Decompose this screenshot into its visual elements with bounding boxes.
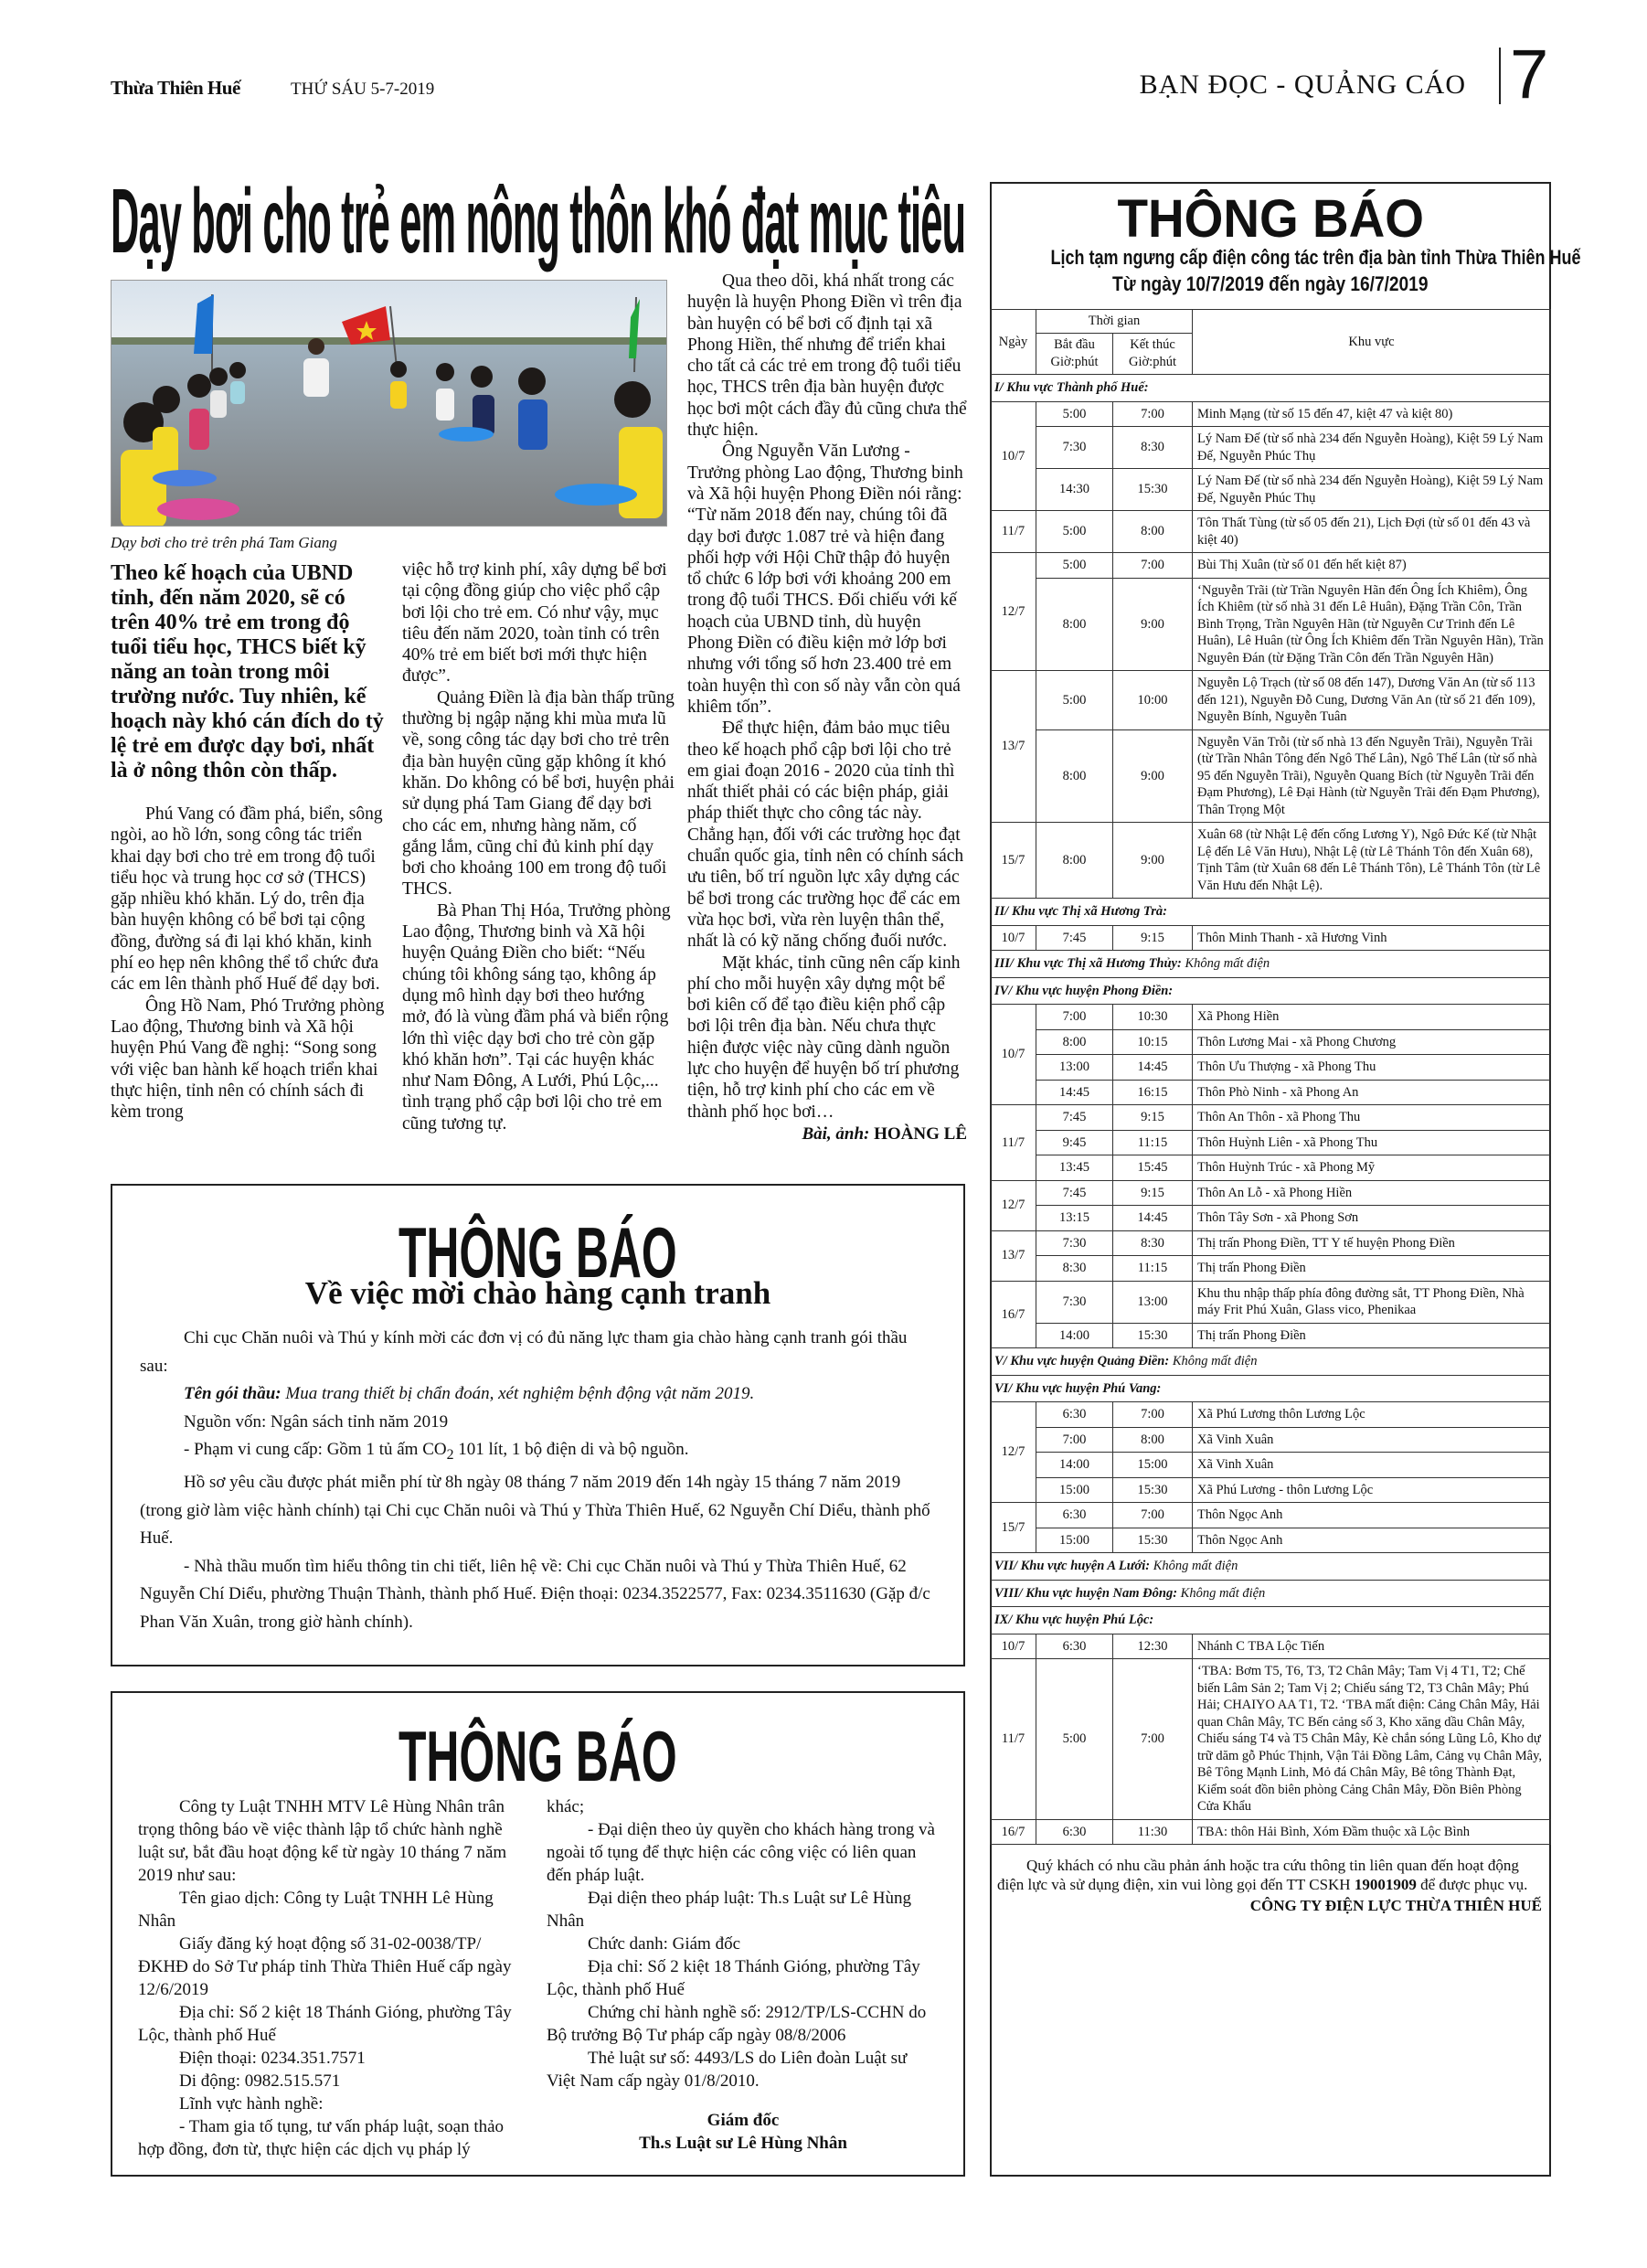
section-row: [991, 977, 1551, 1005]
power-subtitle: Lịch tạm ngưng cấp điện công tác trên địa bàn tỉnh Thừa Thiên Huế: [1050, 246, 1581, 269]
outage-area: Thôn An Thôn - xã Phong Thu: [1193, 1105, 1551, 1131]
schedule-row: [991, 1503, 1551, 1528]
outage-end-time: 8:00: [1113, 1427, 1193, 1453]
power-schedule-table-wrap: [990, 309, 1551, 1915]
article-headline: Dạy bơi cho trẻ em nông thôn khó đạt mục tiêu: [111, 170, 966, 272]
section-title: IV/ Khu vực huyện Phong Điền:: [994, 983, 1174, 998]
schedule-row: [991, 1155, 1551, 1181]
law-paragraph: Lĩnh vực hành nghề:: [179, 2094, 324, 2114]
article-column-1: [111, 561, 385, 1123]
section-title: VII/ Khu vực huyện A Lưới:: [994, 1559, 1151, 1573]
outage-end-time: 11:15: [1113, 1130, 1193, 1155]
schedule-row: [991, 1453, 1551, 1478]
tender-scope-text-end: 101 lít, 1 bộ điện di và bộ nguồn.: [453, 1440, 689, 1459]
outage-start-time: 7:45: [1036, 925, 1113, 951]
section-title: V/ Khu vực huyện Quảng Điền:: [994, 1354, 1170, 1368]
outage-area: TBA: thôn Hải Bình, Xóm Đầm thuộc xã Lộc Bình: [1193, 1819, 1551, 1845]
schedule-row: [991, 925, 1551, 951]
tender-scope: [112, 1436, 963, 1469]
outage-end-time: 9:15: [1113, 925, 1193, 951]
outage-area: Xuân 68 (từ Nhật Lệ đến cống Lương Y), Ngô Đức Kế (từ Nhật Lệ đến Lê Văn Hưu), Nhật Lệ (từ Lê Thánh Tôn đến Xuân 68), Tịnh Tâm (từ Xuân 68 đến Lê Thánh Tôn), Lê Thánh Tôn (từ Lê Văn Hưu đến Nhật Lệ).: [1193, 823, 1551, 899]
outage-end-time: 8:30: [1113, 1230, 1193, 1256]
outage-start-time: 7:30: [1036, 1230, 1113, 1256]
schedule-row: [991, 1819, 1551, 1845]
outage-date: 11/7: [991, 1105, 1036, 1181]
schedule-row: [991, 1055, 1551, 1081]
outage-date: 10/7: [991, 1005, 1036, 1105]
section-title: II/ Khu vực Thị xã Hương Trà:: [994, 904, 1167, 919]
signature-title: Giám đốc: [707, 2111, 780, 2130]
schedule-row: [991, 401, 1551, 427]
schedule-row: [991, 1130, 1551, 1155]
law-paragraph: Công ty Luật TNHH MTV Lê Hùng Nhân trân trọng thông báo về việc thành lập tổ chức hành nghề luật sư, bắt đầu hoạt động kể từ ngày 10 tháng 7 năm 2019 như sau:: [138, 1797, 507, 1885]
schedule-row: [991, 1477, 1551, 1503]
law-paragraph: Địa chỉ: Số 2 kiệt 18 Thánh Gióng, phường Tây Lộc, thành phố Huế: [138, 2003, 512, 2045]
article-paragraph: Mặt khác, tỉnh cũng nên cấp kinh phí cho mỗi huyện xây dựng một bể bơi kiên cố để tạo điều kiện phổ cập bơi lội trên địa bàn. Nếu chưa thực hiện được việc này cũng dành nguồn lực cho huyện để huyện bố trí phương tiện, hỗ trợ kinh phí cho các em về thành phố học bơi…: [687, 953, 961, 1122]
outage-start-time: 7:30: [1036, 427, 1113, 469]
tender-package-label: Tên gói thầu:: [184, 1384, 282, 1403]
section-title: VIII/ Khu vực huyện Nam Đông:: [994, 1585, 1178, 1601]
outage-area: Tôn Thất Tùng (từ số 05 đến 21), Lịch Đợi (từ số 01 đến 43 và kiệt 40): [1193, 511, 1551, 553]
outage-date: 11/7: [991, 1659, 1036, 1820]
section-heading: [991, 1375, 1551, 1402]
issue-date: THỨ SÁU 5-7-2019: [291, 80, 435, 99]
outage-area: Thị trấn Phong Điền: [1193, 1256, 1551, 1282]
section-title: III/ Khu vực Thị xã Hương Thủy:: [994, 956, 1182, 971]
notice-law-right-column: [547, 1795, 940, 2092]
byline-author: HOÀNG LÊ: [874, 1123, 967, 1144]
footer-hotline: 19001909: [1354, 1876, 1417, 1893]
outage-area: Nhánh C TBA Lộc Tiến: [1193, 1634, 1551, 1659]
outage-end-time: 9:00: [1113, 578, 1193, 671]
section-row: [991, 1607, 1551, 1634]
power-title-box: [992, 189, 1549, 249]
schedule-row: [991, 1256, 1551, 1282]
article-paragraph: Ông Nguyễn Văn Lương - Trưởng phòng Lao động, Thương binh và Xã hội huyện Phong Điền nói rằng: “Từ năm 2018 đến nay, chúng tôi đã dạy bơi được 1.087 trẻ và hiện đang phối hợp với Hội Chữ thập đỏ huyện tổ chức 6 lớp bơi với khoảng 200 em trong độ tuổi THCS. Đối chiếu với kế hoạch của UBND tỉnh, dù huyện Phong Điền có điều kiện mở lớp bơi nhưng với tổng số hơn 23.400 trẻ em toàn huyện thì con số này vẫn còn quá khiêm tốn”.: [687, 442, 963, 717]
schedule-row: [991, 1659, 1551, 1820]
law-paragraph: Di động: 0982.515.571: [179, 2071, 341, 2091]
outage-date: 13/7: [991, 671, 1036, 823]
schedule-row: [991, 671, 1551, 730]
tender-funding: Nguồn vốn: Ngân sách tỉnh năm 2019: [184, 1411, 449, 1432]
outage-area: Khu thu nhập thấp phía đông đường sắt, TT Phong Điền, Nhà máy Frit Phú Xuân, Glass vico, Phenikaa: [1193, 1281, 1551, 1323]
section-row: [991, 1553, 1551, 1581]
notice-law-left-column: [138, 1795, 531, 2161]
schedule-row: [991, 1029, 1551, 1055]
tender-scope-subscript: 2: [446, 1446, 454, 1463]
schedule-row: [991, 511, 1551, 553]
outage-area: Thôn An Lỗ - xã Phong Hiền: [1193, 1180, 1551, 1206]
byline-label: Bài, ảnh:: [802, 1123, 870, 1144]
outage-area: Nguyễn Lộ Trạch (từ số 08 đến 147), Dương Văn An (từ số 113 đến 121), Nguyễn Đỗ Cung, Dương Văn An (từ số 21 đến 109), Nguyễn Bính, Nguyễn Tuân: [1193, 671, 1551, 730]
section-heading: [991, 1553, 1551, 1581]
section-heading: [991, 899, 1551, 926]
outage-area: Thôn Ngọc Anh: [1193, 1503, 1551, 1528]
outage-start-time: 5:00: [1036, 553, 1113, 579]
schedule-row: [991, 578, 1551, 671]
outage-area: Xã Phú Lương thôn Lương Lộc: [1193, 1402, 1551, 1428]
outage-area: Xã Vinh Xuân: [1193, 1427, 1551, 1453]
col-header-end: Kết thúc Giờ:phút: [1113, 334, 1193, 375]
article-headline-box: [111, 170, 966, 272]
law-paragraph: Tên giao dịch: Công ty Luật TNHH Lê Hùng Nhân: [138, 1889, 494, 1931]
outage-end-time: 15:00: [1113, 1453, 1193, 1478]
notice-tender: [111, 1184, 965, 1666]
article-byline: [687, 1124, 967, 1145]
law-paragraph: khác;: [547, 1797, 585, 1816]
outage-area: Thôn Huỳnh Liên - xã Phong Thu: [1193, 1130, 1551, 1155]
article-lead: Theo kế hoạch của UBND tỉnh, đến năm 2020, sẽ có trên 40% trẻ em trong độ tuổi tiểu học, THCS biết kỹ năng an toàn trong môi trường nước. Tuy nhiên, kế hoạch này khó cán đích do tỷ lệ trẻ em được dạy bơi, nhất là ở nông thôn còn thấp.: [111, 561, 384, 783]
outage-start-time: 15:00: [1036, 1528, 1113, 1553]
outage-end-time: 9:00: [1113, 823, 1193, 899]
outage-end-time: 12:30: [1113, 1634, 1193, 1659]
photo-caption: Dạy bơi cho trẻ trên phá Tam Giang: [111, 534, 337, 551]
section-row: [991, 1375, 1551, 1402]
section-heading: [991, 951, 1551, 978]
schedule-row: [991, 1105, 1551, 1131]
swimming-lesson-photo: [112, 281, 667, 527]
law-paragraph: Chức danh: Giám đốc: [588, 1934, 741, 1954]
section-note: Không mất điện: [1153, 1559, 1238, 1573]
notice-law-firm: [111, 1691, 965, 2177]
power-company: CÔNG TY ĐIỆN LỰC THỪA THIÊN HUẾ: [1249, 1897, 1542, 1914]
outage-end-time: 9:15: [1113, 1105, 1193, 1131]
outage-start-time: 8:30: [1036, 1256, 1113, 1282]
outage-end-time: 11:30: [1113, 1819, 1193, 1845]
outage-area: Thôn Minh Thanh - xã Hương Vinh: [1193, 925, 1551, 951]
section-note: Không mất điện: [1180, 1585, 1266, 1601]
outage-start-time: 6:30: [1036, 1503, 1113, 1528]
outage-area: Thôn Ưu Thượng - xã Phong Thu: [1193, 1055, 1551, 1081]
outage-start-time: 15:00: [1036, 1477, 1113, 1503]
power-date-range-box: [992, 274, 1549, 296]
outage-start-time: 7:00: [1036, 1005, 1113, 1030]
outage-date: 10/7: [991, 925, 1036, 951]
tender-scope-text: - Phạm vi cung cấp: Gồm 1 tủ ấm CO: [184, 1440, 447, 1459]
tender-dossier: Hồ sơ yêu cầu được phát miễn phí từ 8h ngày 08 tháng 7 năm 2019 đến 14h ngày 15 tháng 7 năm 2019 (trong giờ làm việc hành chính) tại Chi cục Chăn nuôi và Thú y Thừa Thiên Huế, 62 Nguyễn Chí Diểu, thành phố Huế.: [140, 1473, 930, 1549]
header-divider: [1499, 48, 1501, 104]
outage-area: Bùi Thị Xuân (từ số 01 đến hết kiệt 87): [1193, 553, 1551, 579]
outage-start-time: 13:15: [1036, 1206, 1113, 1231]
schedule-row: [991, 1180, 1551, 1206]
outage-start-time: 7:45: [1036, 1180, 1113, 1206]
outage-start-time: 6:30: [1036, 1402, 1113, 1428]
outage-start-time: 9:45: [1036, 1130, 1113, 1155]
outage-area: Nguyễn Văn Trỗi (từ số nhà 13 đến Nguyễn Trãi), Nguyễn Trãi (từ Trần Nhân Tông đến Ngô Thế Lân), Ngô Thế Lân (từ số nhà 95 đến Nguyễn Trãi), Nguyễn Quang Bích (từ Nguyễn Trãi đến Đạm Phương), Lê Đại Hành (từ Nguyễn Trãi đến Đạm Phương), Thân Trọng Một: [1193, 729, 1551, 823]
power-schedule-body: [991, 375, 1551, 1845]
tender-intro: Chi cục Chăn nuôi và Thú y kính mời các đơn vị có đủ năng lực tham gia chào hàng cạnh tranh gói thầu sau:: [140, 1328, 908, 1376]
schedule-row: [991, 1080, 1551, 1105]
outage-area: Minh Mạng (từ số 15 đến 47, kiệt 47 và kiệt 80): [1193, 401, 1551, 427]
outage-end-time: 11:15: [1113, 1256, 1193, 1282]
section-row: [991, 1348, 1551, 1376]
outage-end-time: 10:00: [1113, 671, 1193, 730]
outage-area: Thị trấn Phong Điền, TT Y tế huyện Phong Điền: [1193, 1230, 1551, 1256]
outage-area: Lý Nam Đế (từ số nhà 234 đến Nguyễn Hoàng), Kiệt 59 Lý Nam Đế, Nguyễn Phúc Thụ: [1193, 469, 1551, 511]
law-paragraph: - Tham gia tố tụng, tư vấn pháp luật, soạn thảo hợp đồng, đơn từ, thực hiện các dịch vụ pháp lý: [138, 2117, 505, 2159]
outage-end-time: 14:45: [1113, 1055, 1193, 1081]
law-paragraph: Thẻ luật sư số: 4493/LS do Liên đoàn Luật sư Việt Nam cấp ngày 01/8/2010.: [547, 2049, 908, 2091]
schedule-row: [991, 823, 1551, 899]
schedule-row: [991, 729, 1551, 823]
outage-start-time: 5:00: [1036, 671, 1113, 730]
article-paragraph: việc hỗ trợ kinh phí, xây dựng bể bơi tại cộng đồng giúp cho việc phổ cập bơi lội cho trẻ em. Có như vậy, mục tiêu đến năm 2020, toàn tỉnh có trên 40% trẻ em biết bơi mới thực hiện được”.: [402, 560, 667, 687]
law-paragraph: Giấy đăng ký hoạt động số 31-02-0038/TP/ĐKHĐ do Sở Tư pháp tỉnh Thừa Thiên Huế cấp ngày 12/6/2019: [138, 1934, 512, 1999]
outage-area: Thôn Huỳnh Trúc - xã Phong Mỹ: [1193, 1155, 1551, 1181]
outage-start-time: 7:30: [1036, 1281, 1113, 1323]
outage-end-time: 9:15: [1113, 1180, 1193, 1206]
outage-date: 16/7: [991, 1281, 1036, 1348]
power-schedule-table: [990, 309, 1551, 1845]
section-row: [991, 899, 1551, 926]
schedule-row: [991, 1528, 1551, 1553]
outage-area: Lý Nam Đế (từ số nhà 234 đến Nguyễn Hoàng), Kiệt 59 Lý Nam Đế, Nguyễn Phúc Thụ: [1193, 427, 1551, 469]
outage-end-time: 7:00: [1113, 401, 1193, 427]
article-column-3: [687, 271, 967, 1145]
outage-area: Xã Phú Lương - thôn Lương Lộc: [1193, 1477, 1551, 1503]
outage-end-time: 9:00: [1113, 729, 1193, 823]
outage-end-time: 8:00: [1113, 511, 1193, 553]
notice-tender-title: THÔNG BÁO: [398, 1212, 677, 1293]
col-header-start: Bắt đầu Giờ:phút: [1036, 334, 1113, 375]
section-note: Không mất điện: [1172, 1354, 1258, 1368]
tender-contact: - Nhà thầu muốn tìm hiểu thông tin chi tiết, liên hệ về: Chi cục Chăn nuôi và Thú y Thừa Thiên Huế, 62 Nguyễn Chí Diểu, phường Thuận Thành, thành phố Huế. Điện thoại: 0234.3522577, Fax: 0234.3511630 (Gặp đ/c Phan Văn Xuân, trong giờ hành chính).: [140, 1556, 930, 1632]
outage-area: ‘Nguyễn Trãi (từ Trần Nguyên Hãn đến Ông Ích Khiêm), Ông Ích Khiêm (từ số nhà 31 đến Lê Huân), Đặng Trần Côn, Trần Bình Trọng, Trần Nguyên Hãn (từ Nguyễn Cư Trinh đến Lê Huân), Lê Huân (từ Ông Ích Khiêm đến Trần Nguyên Hãn), Trần Nguyên Đán (từ Đặng Trần Côn đến Trần Nguyên Hãn): [1193, 578, 1551, 671]
outage-start-time: 13:45: [1036, 1155, 1113, 1181]
power-subtitle-box: [992, 246, 1581, 270]
schedule-row: [991, 1323, 1551, 1348]
schedule-row: [991, 1402, 1551, 1428]
power-footer: [990, 1845, 1551, 1915]
notice-tender-subtitle: Về việc mời chào hàng cạnh tranh: [304, 1275, 771, 1311]
col-header-time: Thời gian: [1036, 310, 1193, 334]
power-footer-text: [997, 1856, 1542, 1894]
notice-power-outage: [990, 182, 1581, 2177]
outage-start-time: 14:30: [1036, 469, 1113, 511]
outage-end-time: 7:00: [1113, 1503, 1193, 1528]
section-heading: [991, 1580, 1551, 1607]
outage-start-time: 7:00: [1036, 1427, 1113, 1453]
outage-area: Thôn Phò Ninh - xã Phong An: [1193, 1080, 1551, 1105]
outage-start-time: 5:00: [1036, 1659, 1113, 1820]
outage-end-time: 16:15: [1113, 1080, 1193, 1105]
outage-end-time: 15:30: [1113, 469, 1193, 511]
section-row: [991, 375, 1551, 402]
notice-law-title: THÔNG BÁO: [398, 1716, 677, 1796]
schedule-row: [991, 1427, 1551, 1453]
outage-end-time: 10:15: [1113, 1029, 1193, 1055]
footer-suffix: để được phục vụ.: [1416, 1876, 1528, 1893]
outage-end-time: 13:00: [1113, 1281, 1193, 1323]
notice-law-title-box: [112, 1716, 963, 1796]
outage-start-time: 14:00: [1036, 1453, 1113, 1478]
section-heading: [991, 977, 1551, 1005]
article-paragraph: Bà Phan Thị Hóa, Trưởng phòng Lao động, Thương binh và Xã hội huyện Quảng Điền cho biết: “Nếu chúng tôi không sáng tạo, không áp dụng mô hình dạy bơi theo hướng mở, đó là vùng đầm phá và biển rộng lớn thì việc dạy bơi cho trẻ còn gặp khó khăn hơn”. Tại các huyện khác như Nam Đông, A Lưới, Phú Lộc,... tình trạng phổ cập bơi lội cho trẻ em cũng tương tự.: [402, 900, 671, 1134]
section-row: [991, 1580, 1551, 1607]
footer-message: Quý khách có nhu cầu phản ánh hoặc tra cứu thông tin liên quan đến hoạt động điện lực và sử dụng điện, xin vui lòng gọi đến TT CSKH: [997, 1857, 1519, 1893]
outage-start-time: 6:30: [1036, 1819, 1113, 1845]
section-note: Không mất điện: [1185, 956, 1270, 971]
section-title: I/ Khu vực Thành phố Huế:: [994, 380, 1149, 395]
schedule-row: [991, 1281, 1551, 1323]
outage-end-time: 7:00: [1113, 1402, 1193, 1428]
section-title: IX/ Khu vực huyện Phú Lộc:: [994, 1613, 1154, 1627]
newspaper-brand: Thừa Thiên Huế: [111, 77, 240, 99]
article-paragraph: Qua theo dõi, khá nhất trong các huyện là huyện Phong Điền vì trên địa bàn huyện có bể bơi cố định tại xã Phong Hiền, thế nhưng để triển khai cho tất cả các trẻ em trong độ tuổi tiểu học, THCS trên địa bàn huyện được học bơi một cách đầy đủ cũng chưa thể thực hiện.: [687, 272, 967, 441]
schedule-row: [991, 1230, 1551, 1256]
schedule-row: [991, 469, 1551, 511]
schedule-row: [991, 1634, 1551, 1659]
tender-package: [112, 1380, 963, 1409]
article-paragraph: Ông Hồ Nam, Phó Trưởng phòng Lao động, Thương binh và Xã hội huyện Phú Vang đề nghị: “Song song với việc ban hành kế hoạch triển khai thực hiện, tỉnh nên có chính sách đi kèm trong: [111, 996, 385, 1123]
outage-area: Xã Vinh Xuân: [1193, 1453, 1551, 1478]
outage-start-time: 8:00: [1036, 729, 1113, 823]
schedule-row: [991, 1005, 1551, 1030]
outage-end-time: 7:00: [1113, 553, 1193, 579]
outage-start-time: 5:00: [1036, 511, 1113, 553]
section-heading: [991, 1607, 1551, 1634]
outage-end-time: 15:30: [1113, 1477, 1193, 1503]
article-photo: [111, 280, 667, 527]
law-paragraph: Chứng chỉ hành nghề số: 2912/TP/LS-CCHN do Bộ trưởng Bộ Tư pháp cấp ngày 08/8/2006: [547, 2003, 927, 2045]
outage-date: 16/7: [991, 1819, 1036, 1845]
outage-start-time: 8:00: [1036, 823, 1113, 899]
outage-end-time: 7:00: [1113, 1659, 1193, 1820]
outage-end-time: 15:30: [1113, 1323, 1193, 1348]
outage-end-time: 14:45: [1113, 1206, 1193, 1231]
outage-area: Thị trấn Phong Điền: [1193, 1323, 1551, 1348]
outage-start-time: 6:30: [1036, 1634, 1113, 1659]
outage-start-time: 8:00: [1036, 578, 1113, 671]
outage-date: 12/7: [991, 553, 1036, 671]
article-paragraph: Quảng Điền là địa bàn thấp trũng thường bị ngập nặng khi mùa mưa lũ về, song công tác dạy bơi cho trẻ trên địa bàn huyện cũng gặp không ít khó khăn. Do không có bể bơi, huyện phải sử dụng phá Tam Giang để dạy bơi cho các em, nhưng hàng năm, cố gắng lắm, cũng chỉ đủ kinh phí dạy bơi cho khoảng 100 em trong độ tuổi THCS.: [402, 687, 675, 900]
outage-area: Thôn Ngọc Anh: [1193, 1528, 1551, 1553]
outage-start-time: 14:45: [1036, 1080, 1113, 1105]
power-date-range: Từ ngày 10/7/2019 đến ngày 16/7/2019: [1112, 272, 1429, 295]
article-paragraph: Để thực hiện, đảm bảo mục tiêu theo kế hoạch phổ cập bơi lội cho trẻ em giai đoạn 2016 - 2020 của tỉnh thì nhất thiết phải có các biện pháp, giải pháp thiết thực cho công tác này. Chẳng hạn, đối với các trường học đạt chuẩn quốc gia, tỉnh nên có chính sách ưu tiên, bố trí nguồn lực xây dựng các bể bơi trong các trường học để các em vừa học bơi, vừa rèn luyện thân thể, nhất là có kỹ năng chống đuối nước.: [687, 719, 964, 952]
outage-start-time: 8:00: [1036, 1029, 1113, 1055]
schedule-row: [991, 427, 1551, 469]
schedule-row: [991, 553, 1551, 579]
outage-start-time: 5:00: [1036, 401, 1113, 427]
section-heading: [991, 375, 1551, 402]
col-header-area: Khu vực: [1193, 310, 1551, 375]
outage-end-time: 15:30: [1113, 1528, 1193, 1553]
law-paragraph: Điện thoại: 0234.351.7571: [179, 2049, 366, 2068]
outage-area: Thôn Tây Sơn - xã Phong Sơn: [1193, 1206, 1551, 1231]
outage-date: 15/7: [991, 823, 1036, 899]
notice-law-signature: [547, 2109, 940, 2155]
notice-tender-body: [112, 1325, 963, 1636]
outage-end-time: 8:30: [1113, 427, 1193, 469]
section-title: VI/ Khu vực huyện Phú Vang:: [994, 1380, 1162, 1396]
power-title: THÔNG BÁO: [1117, 189, 1424, 249]
outage-start-time: 14:00: [1036, 1323, 1113, 1348]
outage-end-time: 10:30: [1113, 1005, 1193, 1030]
outage-date: 12/7: [991, 1180, 1036, 1230]
signature-name: Th.s Luật sư Lê Hùng Nhân: [639, 2134, 847, 2153]
outage-date: 15/7: [991, 1503, 1036, 1553]
outage-date: 13/7: [991, 1230, 1036, 1281]
section-heading: [991, 1348, 1551, 1376]
schedule-row: [991, 1206, 1551, 1231]
law-paragraph: Đại diện theo pháp luật: Th.s Luật sư Lê Hùng Nhân: [547, 1889, 911, 1931]
section-name: BẠN ĐỌC - QUẢNG CÁO: [1139, 69, 1466, 100]
article-paragraph: Phú Vang có đầm phá, biển, sông ngòi, ao hồ lớn, song công tác triển khai dạy bơi cho trẻ em trong độ tuổi tiểu học và trung học cơ sở (THCS) gặp nhiều khó khăn. Lý do, trên địa bàn huyện không có bể bơi tại cộng đồng, đường sá đi lại khó khăn, kinh phí eo hẹp nên không thể tổ chức đưa các em lên thành phố Huế để dạy bơi.: [111, 804, 383, 995]
col-header-date: Ngày: [991, 310, 1036, 375]
outage-date: 12/7: [991, 1402, 1036, 1503]
outage-start-time: 7:45: [1036, 1105, 1113, 1131]
article-column-2: [402, 559, 675, 1134]
outage-end-time: 15:45: [1113, 1155, 1193, 1181]
outage-area: ‘TBA: Bơm T5, T6, T3, T2 Chân Mây; Tam Vị 4 T1, T2; Chế biến Lâm Sản 2; Tam Vị 2; Chiếu sáng T2, T3 Chân Mây; Phú Hải; CHAIYO AA T1, T2. ‘TBA mất điện: Cảng Chân Mây, Hải quan Chân Mây, TC Bến cảng số 3, Kho xăng dầu Chân Mây, Chiếu sáng T4 và T5 Chân Mây, Kè chắn sóng Lũng Lô, Kho dự trữ dăm gỗ Phúc Thịnh, Vận Tải Đồng Lâm, Cảng vụ Chân Mây, Bê Tông Mạnh Linh, Mỏ đá Chân Mây, Bê tông Thành Đạt, Kiểm soát đồn biên phòng Cảng Chân Mây, Đồn Biên Phòng Cửa Khẩu: [1193, 1659, 1551, 1820]
outage-area: Thôn Lương Mai - xã Phong Chương: [1193, 1029, 1551, 1055]
outage-start-time: 13:00: [1036, 1055, 1113, 1081]
page-number: 7: [1510, 36, 1549, 113]
section-row: [991, 951, 1551, 978]
outage-area: Xã Phong Hiền: [1193, 1005, 1551, 1030]
outage-date: 10/7: [991, 401, 1036, 511]
tender-package-value: Mua trang thiết bị chẩn đoán, xét nghiệm bệnh động vật năm 2019.: [285, 1384, 755, 1403]
outage-date: 10/7: [991, 1634, 1036, 1659]
outage-date: 11/7: [991, 511, 1036, 553]
law-paragraph: - Đại diện theo ủy quyền cho khách hàng trong và ngoài tố tụng để thực hiện các công việc có liên quan đến pháp luật.: [547, 1820, 935, 1885]
law-paragraph: Địa chỉ: Số 2 kiệt 18 Thánh Gióng, phường Tây Lộc, thành phố Huế: [547, 1957, 920, 1999]
